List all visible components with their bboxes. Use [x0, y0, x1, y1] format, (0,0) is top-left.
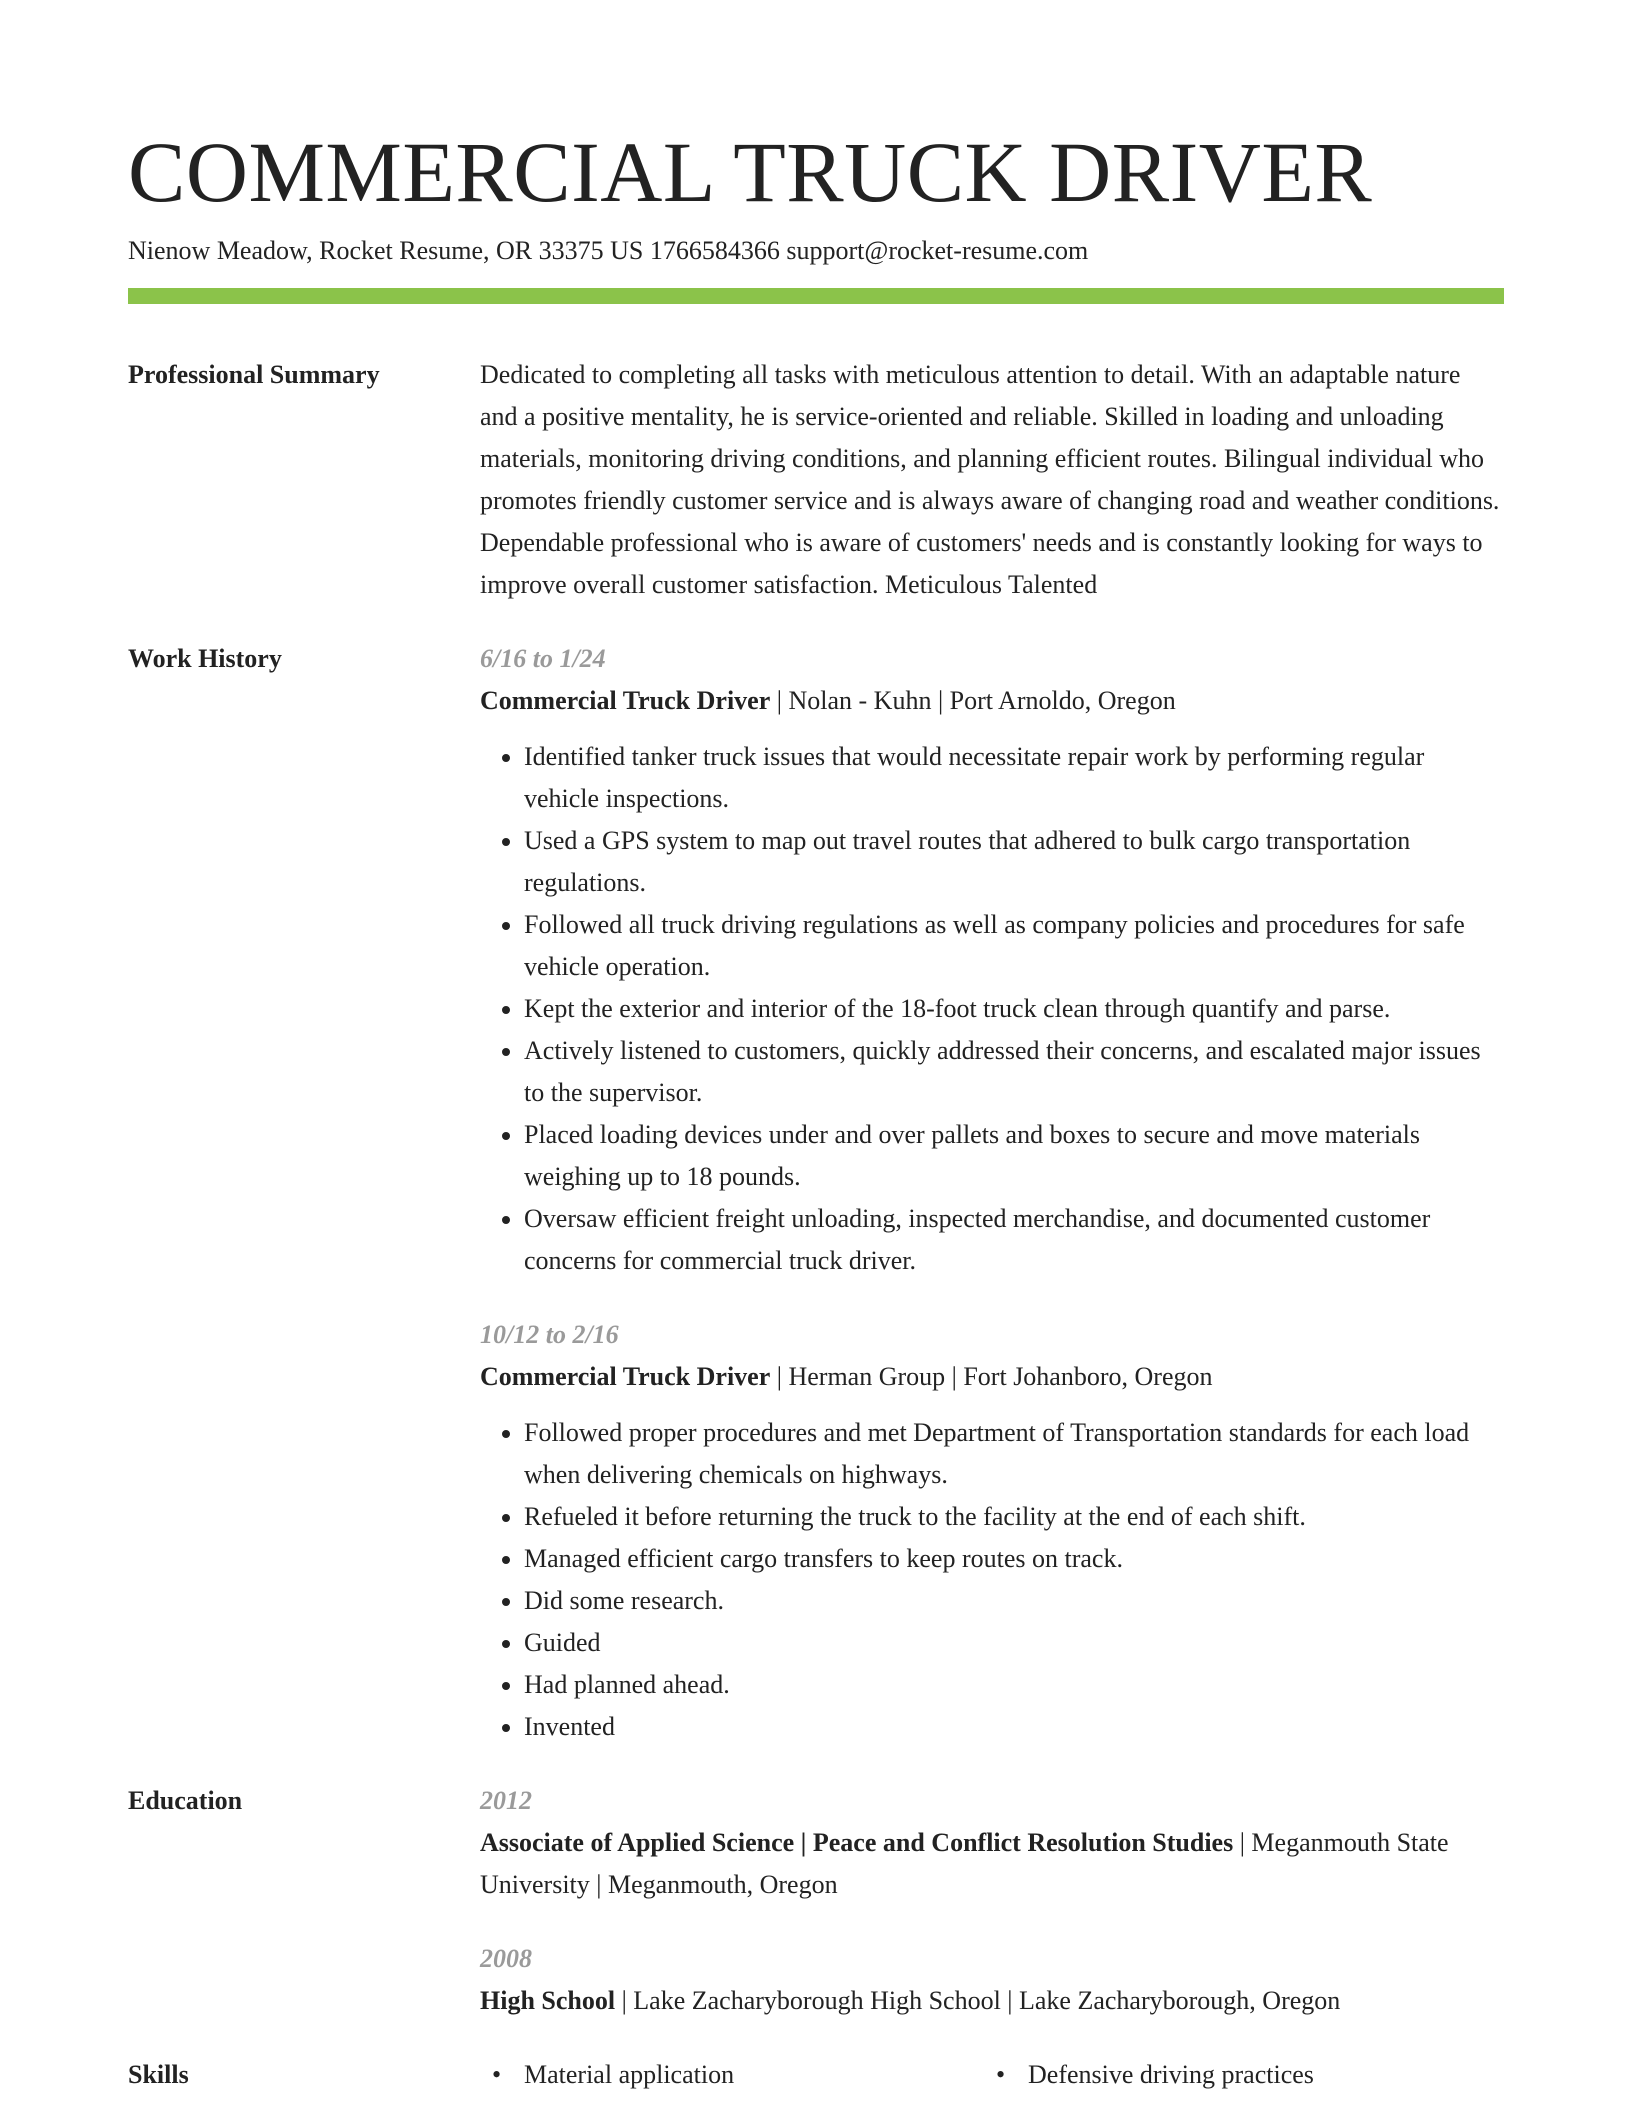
- section-label-education: Education: [128, 1786, 243, 1815]
- education-body: [480, 1780, 1504, 2022]
- section-summary: [128, 304, 1504, 606]
- job-bullet: • Guided: [524, 1622, 1504, 1664]
- job-bullet: • Had planned ahead.: [524, 1664, 1504, 1706]
- education-details: | Lake Zacharyborough High School | Lake Zacharyborough, Oregon: [615, 1986, 1341, 2015]
- education-degree: Associate of Applied Science | Peace and Conflict Resolution Studies: [480, 1828, 1234, 1857]
- job-bullet: • Placed loading devices under and over pallets and boxes to secure and move materials weighing up to 18 pounds.: [524, 1114, 1504, 1198]
- education-date: 2012: [480, 1786, 532, 1815]
- job-dates: 10/12 to 2/16: [480, 1320, 619, 1349]
- job-bullet: • Followed proper procedures and met Department of Transportation standards for each load when delivering chemicals on highways.: [524, 1412, 1504, 1496]
- section-label-work-history: Work History: [128, 644, 282, 673]
- education-date: 2008: [480, 1944, 532, 1973]
- section-skills: [128, 2022, 1504, 2096]
- job-entry: [480, 1314, 1504, 1748]
- job-title: Commercial Truck Driver: [480, 1362, 771, 1391]
- skills-body: [480, 2054, 1504, 2096]
- summary-text: Dedicated to completing all tasks with meticulous attention to detail. With an adaptable nature and a positive mentality, he is service-oriented and reliable. Skilled in loading and unloading materials, monitoring driving conditions, and planning efficient routes. Bilingual individual who promotes friendly customer service and is always aware of changing road and weather conditions. Dependable professional who is aware of customers' needs and is constantly looking for ways to improve overall customer satisfaction. Meticulous Talented: [480, 360, 1500, 599]
- job-bullet: • Kept the exterior and interior of the 18-foot truck clean through quantify and parse.: [524, 988, 1504, 1030]
- job-title: Commercial Truck Driver: [480, 686, 771, 715]
- job-bullet: • Identified tanker truck issues that would necessitate repair work by performing regular vehicle inspections.: [524, 736, 1504, 820]
- job-bullet: • Did some research.: [524, 1580, 1504, 1622]
- section-label-summary: Professional Summary: [128, 360, 380, 389]
- job-title-line: [480, 1356, 1504, 1398]
- contact-phone: 1766584366: [649, 236, 780, 265]
- contact-address: Nienow Meadow, Rocket Resume, OR 33375 US: [128, 236, 644, 265]
- section-label-skills: Skills: [128, 2060, 189, 2089]
- job-bullet: • Oversaw efficient freight unloading, inspected merchandise, and documented customer concerns for commercial truck driver.: [524, 1198, 1504, 1282]
- section-education: [128, 1748, 1504, 2022]
- education-entry: [480, 1938, 1504, 2022]
- section-work-history: [128, 606, 1504, 1748]
- job-bullet: • Invented: [524, 1706, 1504, 1748]
- contact-line: [128, 234, 1504, 268]
- resume-name: COMMERCIAL TRUCK DRIVER: [128, 124, 1373, 220]
- education-entry: [480, 1780, 1504, 1906]
- job-bullet: • Refueled it before returning the truck to the facility at the end of each shift.: [524, 1496, 1504, 1538]
- work-history-body: [480, 638, 1504, 1748]
- header-divider: [128, 288, 1504, 304]
- job-bullet: • Used a GPS system to map out travel routes that adhered to bulk cargo transportation regulations.: [524, 820, 1504, 904]
- skill-item: • Material application: [480, 2054, 984, 2096]
- job-dates: 6/16 to 1/24: [480, 644, 606, 673]
- skill-item: • Defensive driving practices: [984, 2054, 1484, 2096]
- job-bullets: [480, 736, 1504, 1282]
- job-title-line: [480, 680, 1504, 722]
- job-bullet: • Followed all truck driving regulations as well as company policies and procedures for safe vehicle operation.: [524, 904, 1504, 988]
- job-bullets: [480, 1412, 1504, 1748]
- job-details: | Nolan - Kuhn | Port Arnoldo, Oregon: [770, 686, 1176, 715]
- skills-list: [480, 2054, 1504, 2096]
- job-bullet: • Managed efficient cargo transfers to keep routes on track.: [524, 1538, 1504, 1580]
- job-entry: [480, 638, 1504, 1282]
- job-bullet: • Actively listened to customers, quickly addressed their concerns, and escalated major issues to the supervisor.: [524, 1030, 1504, 1114]
- education-degree: High School: [480, 1986, 616, 2015]
- education-line: [480, 1980, 1504, 2022]
- job-details: | Herman Group | Fort Johanboro, Oregon: [770, 1362, 1213, 1391]
- summary-body: [480, 354, 1504, 606]
- resume-page: [128, 0, 1504, 2096]
- education-line: [480, 1822, 1504, 1906]
- education-details: | Meganmouth State University | Meganmouth, Oregon: [480, 1828, 1449, 1899]
- contact-email: support@rocket-resume.com: [786, 236, 1089, 265]
